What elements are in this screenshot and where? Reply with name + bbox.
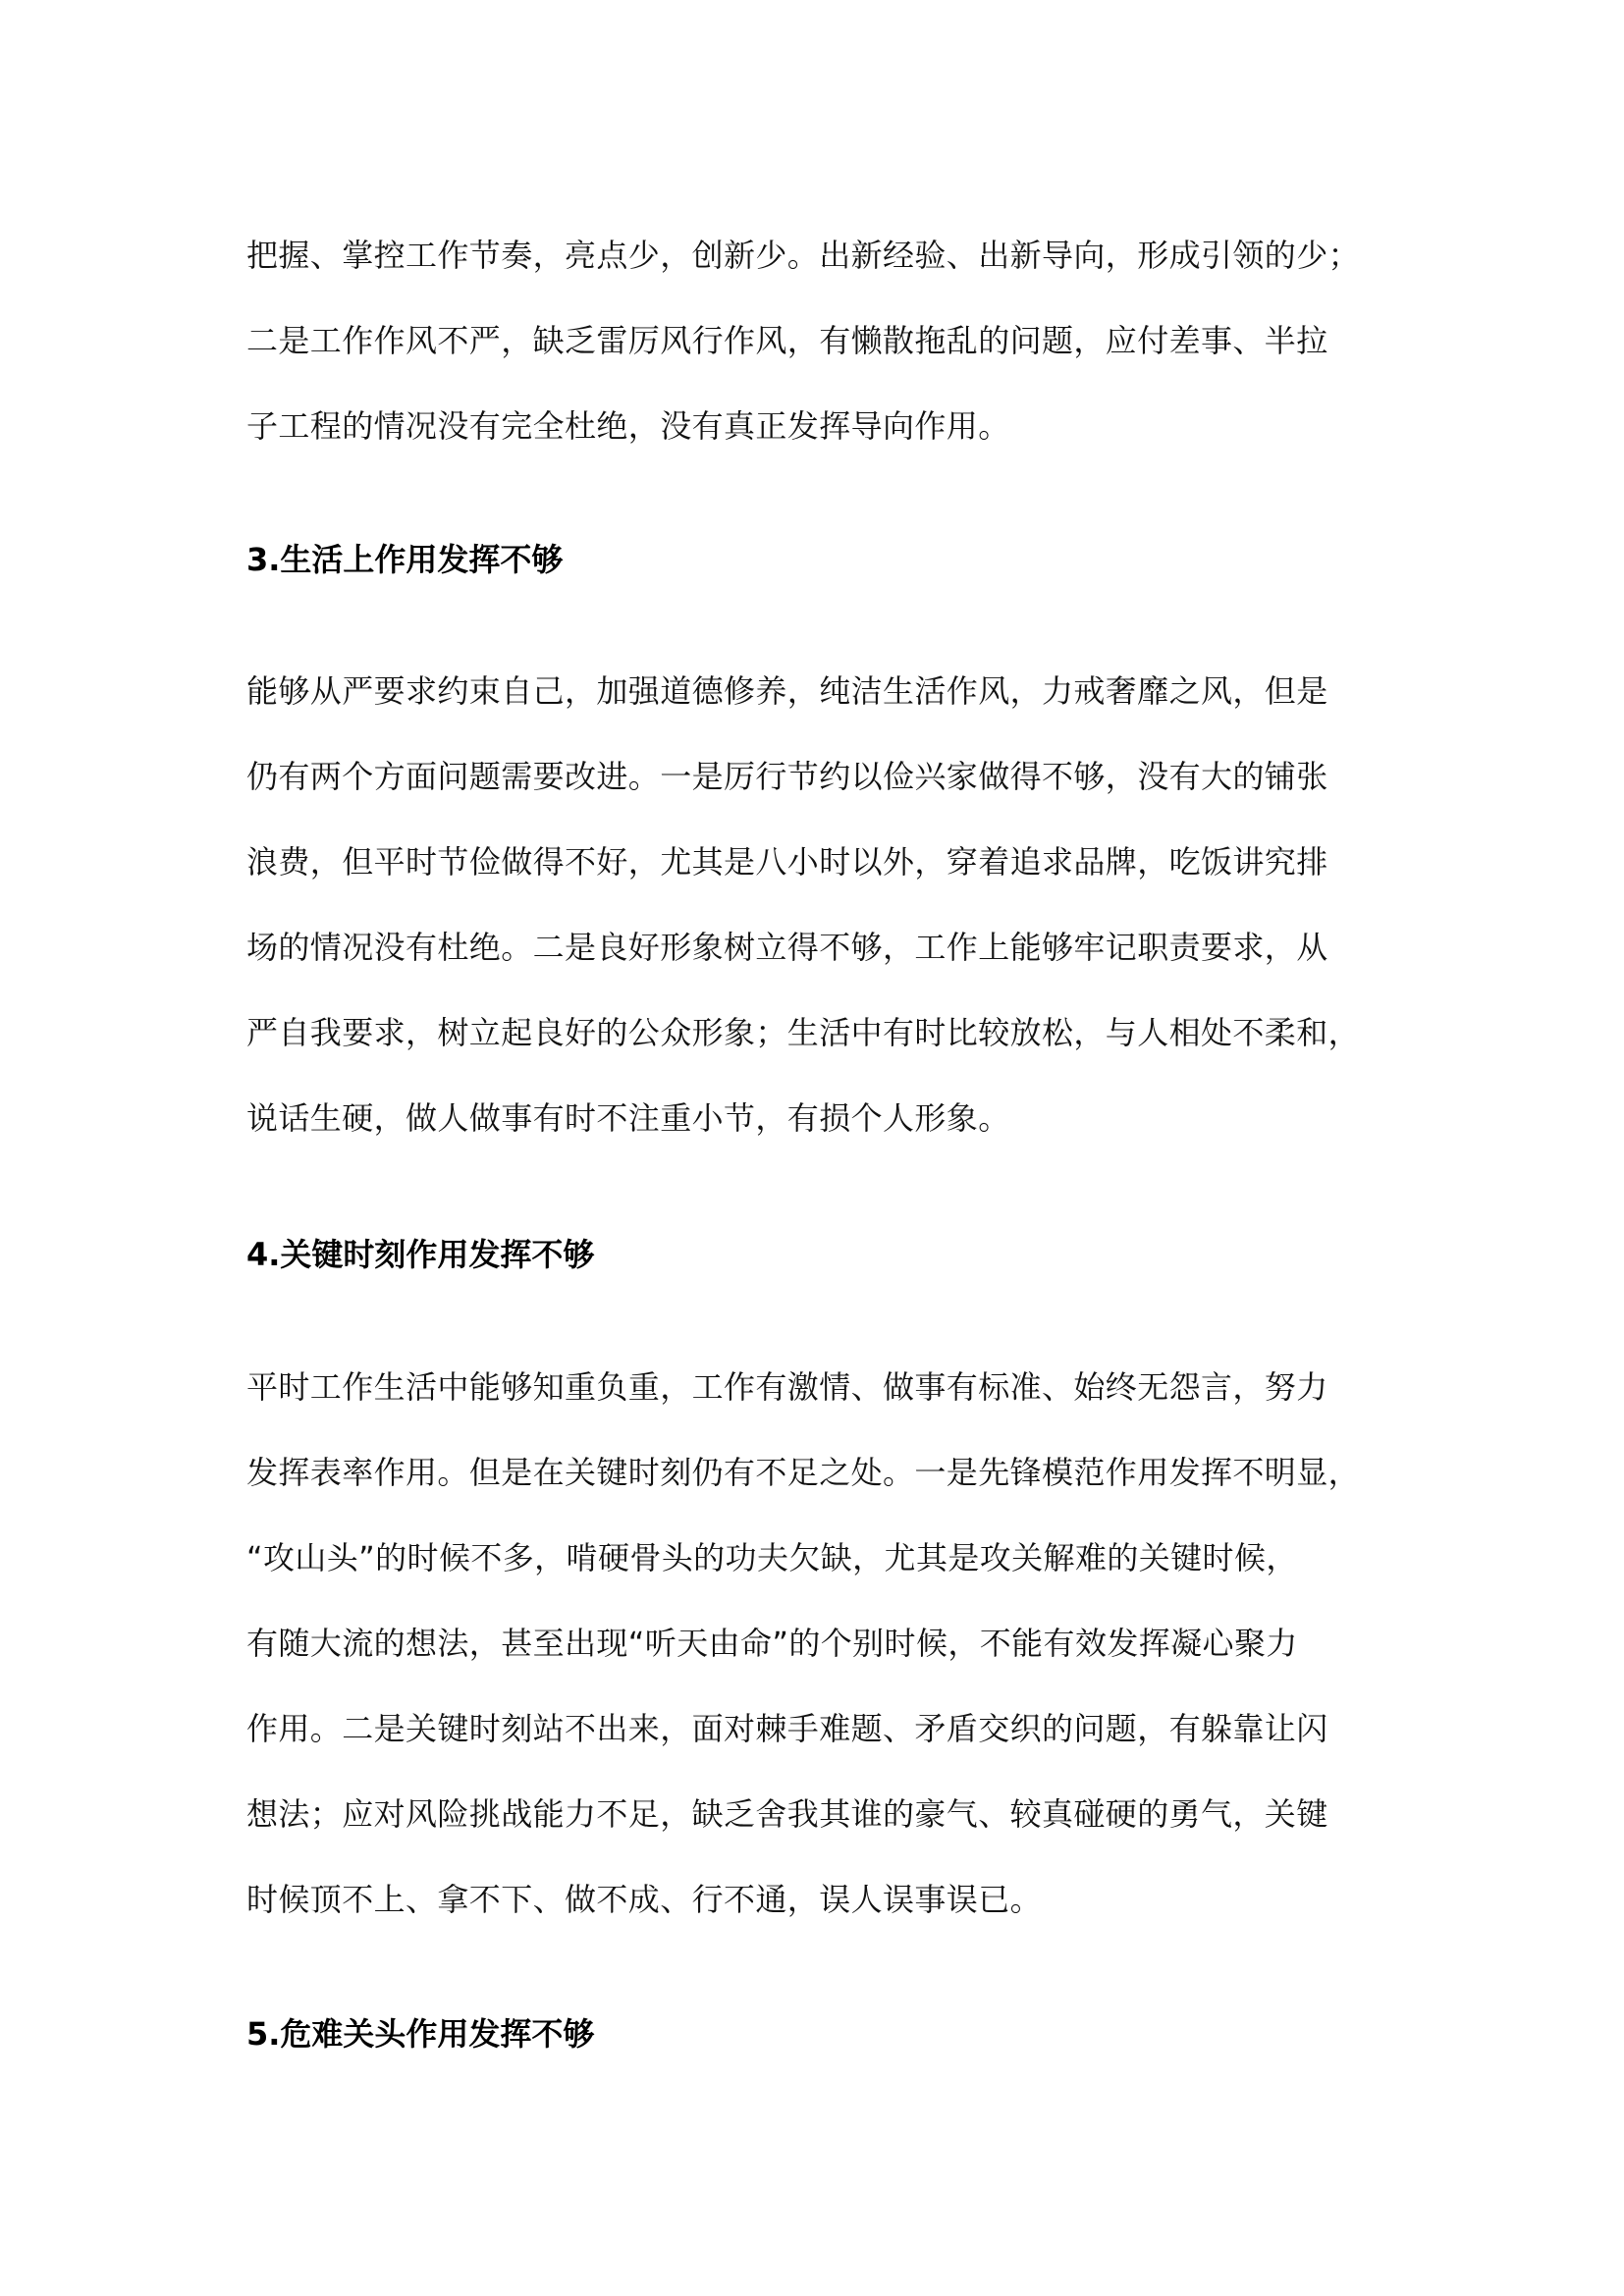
text-line: 二是工作作风不严，缺乏雷厉风行作风，有懒散拖乱的问题，应付差事、半拉 bbox=[246, 322, 1328, 359]
text-line: 能够从严要求约束自己，加强道德修养，纯洁生活作风，力戒奢靡之风，但是 bbox=[246, 672, 1328, 710]
text-line: 作用。二是关键时刻站不出来，面对棘手难题、矛盾交织的问题，有躲靠让闪 bbox=[246, 1710, 1328, 1747]
text-line: 子工程的情况没有完全杜绝，没有真正发挥导向作用。 bbox=[246, 407, 1010, 445]
text-line: 浪费，但平时节俭做得不好，尤其是八小时以外，穿着追求品牌，吃饭讲究排 bbox=[246, 843, 1328, 881]
section-heading-3: 3.生活上作用发挥不够 bbox=[246, 541, 564, 578]
text-line: “攻山头”的时候不多，啃硬骨头的功夫欠缺，尤其是攻关解难的关键时候， bbox=[246, 1539, 1298, 1576]
text-line: 严自我要求，树立起良好的公众形象；生活中有时比较放松，与人相处不柔和， bbox=[246, 1014, 1361, 1051]
text-line: 仍有两个方面问题需要改进。一是厉行节约以俭兴家做得不够，没有大的铺张 bbox=[246, 758, 1328, 795]
text-line: 说话生硬，做人做事有时不注重小节，有损个人形象。 bbox=[246, 1099, 1010, 1137]
text-line: 把握、掌控工作节奏，亮点少，创新少。出新经验、出新导向，形成引领的少； bbox=[246, 237, 1361, 274]
text-line: 平时工作生活中能够知重负重，工作有激情、做事有标准、始终无怨言，努力 bbox=[246, 1368, 1328, 1406]
text-line: 发挥表率作用。但是在关键时刻仍有不足之处。一是先锋模范作用发挥不明显， bbox=[246, 1454, 1361, 1491]
section-heading-5: 5.危难关头作用发挥不够 bbox=[246, 2015, 595, 2053]
text-line: 时候顶不上、拿不下、做不成、行不通，误人误事误已。 bbox=[246, 1881, 1043, 1918]
section-heading-4: 4.关键时刻作用发挥不够 bbox=[246, 1236, 595, 1273]
text-line: 场的情况没有杜绝。二是良好形象树立得不够，工作上能够牢记职责要求，从 bbox=[246, 929, 1328, 966]
text-line: 想法；应对风险挑战能力不足，缺乏舍我其谁的豪气、较真碰硬的勇气，关键 bbox=[246, 1795, 1328, 1833]
text-line: 有随大流的想法，甚至出现“听天由命”的个别时候，不能有效发挥凝心聚力 bbox=[246, 1625, 1298, 1662]
